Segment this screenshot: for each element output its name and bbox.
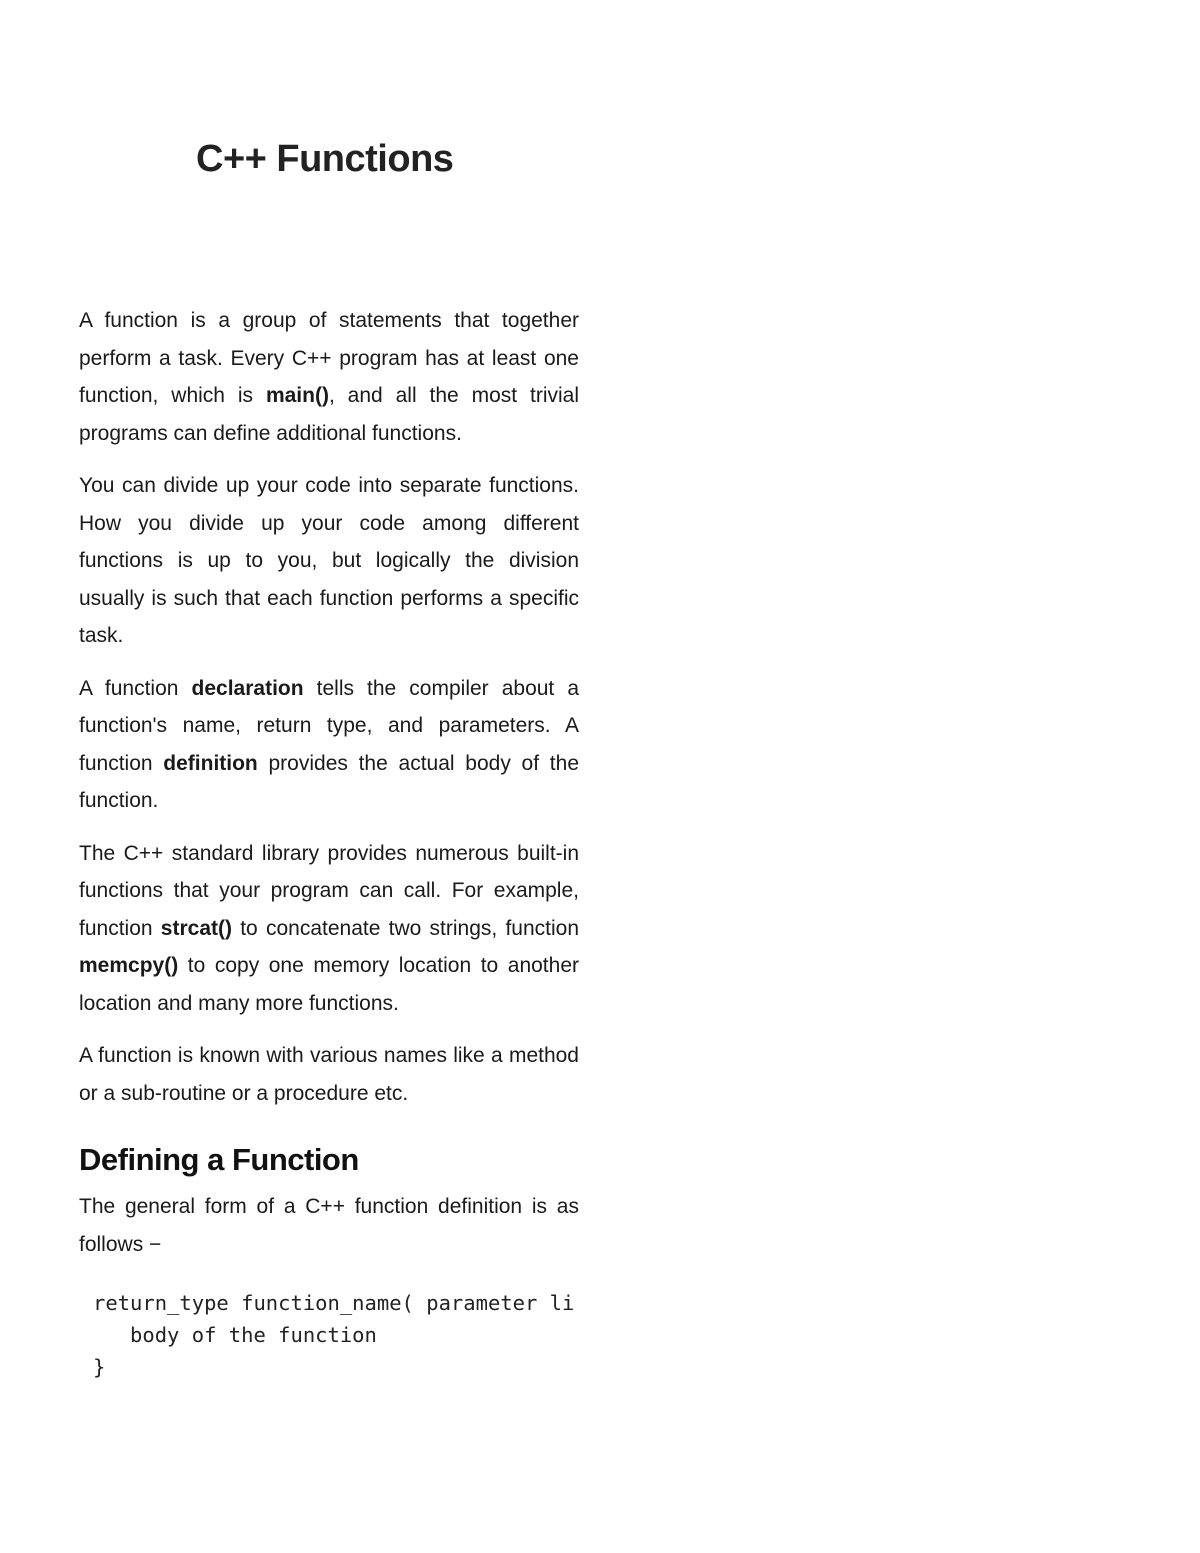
paragraph-text: A function is a group of statements that together perform a task. Every C++ program has at least one function, which is bbox=[79, 309, 579, 407]
paragraph-divide-code: You can divide up your code into separate functions. How you divide up your code among different functions is up to you, but logically the division usually is such that each function performs a specific task. bbox=[79, 474, 579, 647]
paragraph-names: A function is known with various names like a method or a sub-routine or a procedure etc. bbox=[79, 1044, 579, 1105]
keyword-memcpy: memcpy() bbox=[79, 954, 179, 977]
paragraph-text: to concatenate two strings, function bbox=[231, 916, 580, 940]
code-line: return_type function_name( parameter li bbox=[93, 1291, 575, 1315]
paragraph-text: A function bbox=[79, 676, 192, 700]
paragraph-text: provides the actual body of the function. bbox=[79, 751, 579, 812]
paragraph-declaration bbox=[79, 670, 579, 820]
paragraph-text: tells the compiler about a function's name, return type, and parameters. A function bbox=[79, 676, 580, 775]
code-block bbox=[79, 1287, 579, 1383]
paragraph-text: to copy one memory location to another location and many more functions. bbox=[79, 954, 579, 1015]
keyword-strcat: strcat() bbox=[160, 916, 232, 940]
section-heading: Defining a Function bbox=[79, 1142, 359, 1177]
paragraph-text: , and all the most trivial programs can define additional functions. bbox=[79, 384, 579, 445]
code-line: } bbox=[93, 1355, 106, 1379]
page-title: C++ Functions bbox=[196, 138, 454, 180]
keyword-definition: definition bbox=[163, 751, 258, 775]
keyword-declaration: declaration bbox=[191, 676, 304, 700]
article-body bbox=[79, 302, 579, 1383]
paragraph-standard-library bbox=[79, 835, 579, 1023]
paragraph-intro bbox=[79, 302, 579, 452]
paragraph-text: The C++ standard library provides numerous built-in functions that your program can call. For example, function bbox=[79, 841, 579, 940]
keyword-main: main() bbox=[265, 384, 329, 407]
code-line: body of the function bbox=[93, 1323, 377, 1347]
section-intro: The general form of a C++ function definition is as follows − bbox=[79, 1195, 579, 1256]
